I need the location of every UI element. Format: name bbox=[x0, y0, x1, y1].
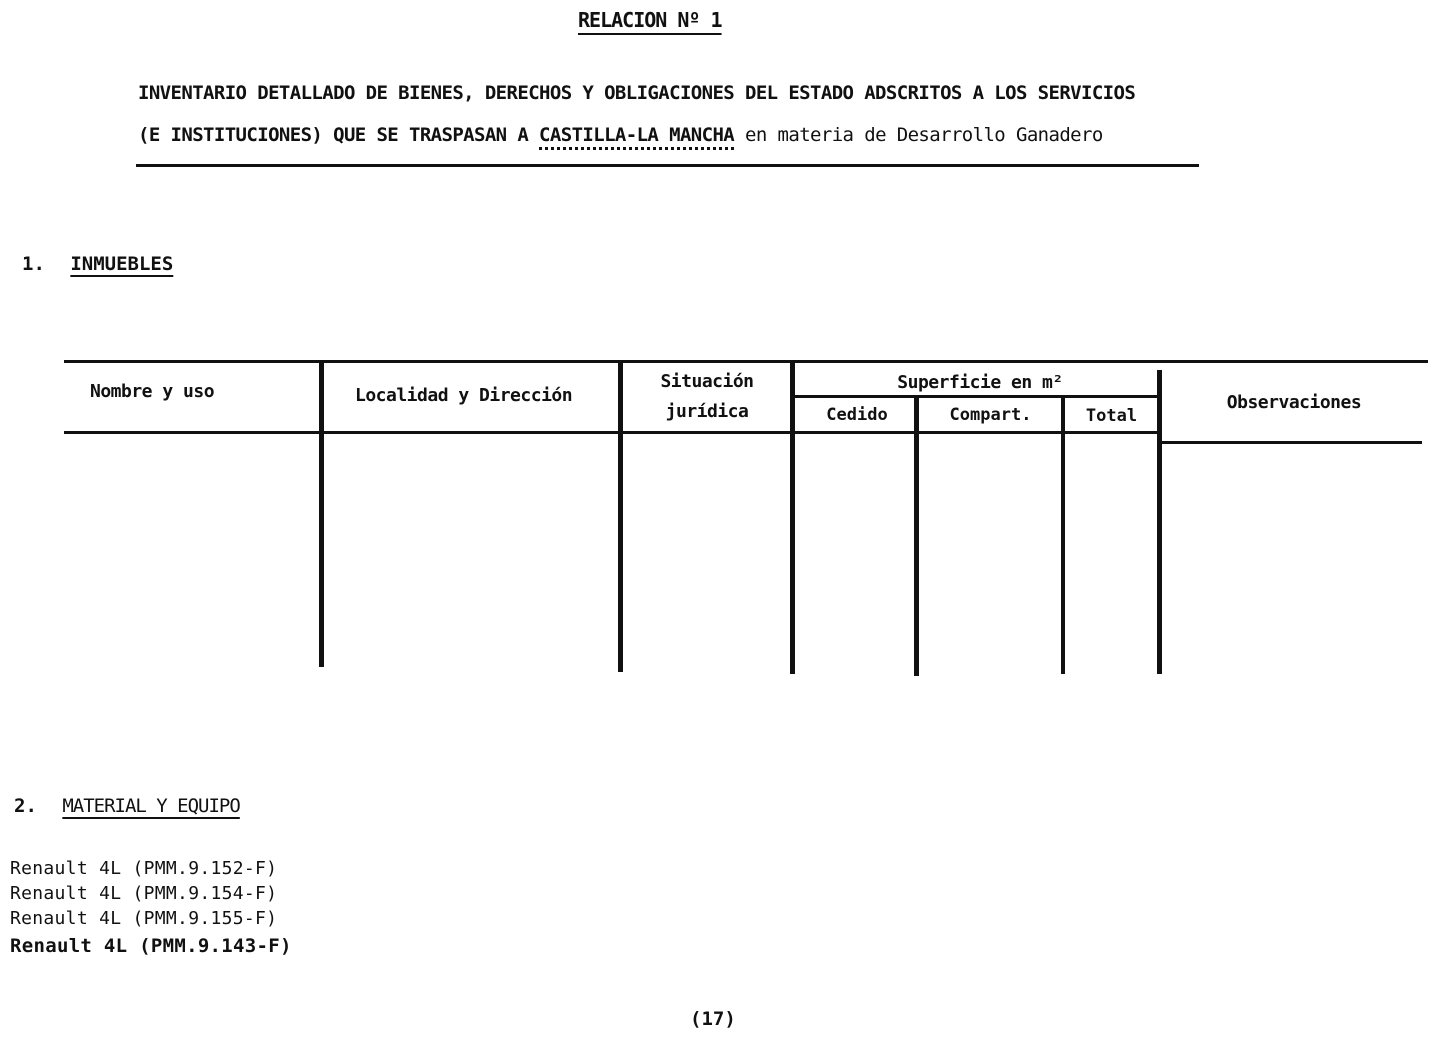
header-total: Total bbox=[1085, 406, 1138, 426]
col-divider-cedido bbox=[914, 397, 919, 676]
section-1-number: 1. bbox=[22, 253, 45, 275]
heading-line-2-prefix: (E INSTITUCIONES) QUE SE TRASPASAN A bbox=[138, 124, 529, 146]
col-divider-compart bbox=[1061, 397, 1065, 674]
section-2-number: 2. bbox=[14, 795, 37, 817]
table-top-rule bbox=[64, 360, 1428, 363]
col-divider-2 bbox=[618, 362, 623, 672]
header-localidad: Localidad y Dirección bbox=[355, 385, 573, 406]
section-1-title: INMUEBLES bbox=[70, 253, 174, 275]
col-divider-4 bbox=[1157, 370, 1162, 674]
heading-community: CASTILLA-LA MANCHA bbox=[539, 124, 734, 150]
list-item: Renault 4L (PMM.9.152-F) bbox=[10, 858, 278, 879]
heading-rule bbox=[136, 164, 1199, 167]
heading-line-2-suffix: en materia de Desarrollo Ganadero bbox=[745, 124, 1103, 146]
header-observaciones: Observaciones bbox=[1226, 392, 1362, 413]
header-nombre: Nombre y uso bbox=[90, 381, 215, 402]
document-title: RELACION Nº 1 bbox=[578, 8, 722, 32]
header-situacion-1: Situación bbox=[660, 371, 754, 392]
col-divider-3 bbox=[790, 362, 795, 674]
page-number: (17) bbox=[690, 1008, 736, 1030]
list-item: Renault 4L (PMM.9.154-F) bbox=[10, 883, 278, 904]
heading-line-2 bbox=[138, 124, 1103, 146]
header-superficie: Superficie en m² bbox=[897, 372, 1063, 393]
table-header-rule bbox=[64, 431, 1162, 434]
section-1-heading bbox=[22, 253, 173, 275]
section-2-title: MATERIAL Y EQUIPO bbox=[62, 795, 240, 817]
header-cedido: Cedido bbox=[826, 405, 888, 425]
table-header-rule-observaciones bbox=[1162, 441, 1422, 444]
superficie-subheader-rule bbox=[795, 395, 1162, 398]
header-compart: Compart. bbox=[949, 405, 1032, 425]
list-item: Renault 4L (PMM.9.143-F) bbox=[10, 935, 292, 957]
heading-line-1: INVENTARIO DETALLADO DE BIENES, DERECHOS Y OBLIGACIONES DEL ESTADO ADSCRITOS A LOS SERVICIOS bbox=[138, 82, 1136, 104]
section-2-heading bbox=[14, 795, 240, 817]
header-situacion-2: jurídica bbox=[665, 401, 749, 422]
list-item: Renault 4L (PMM.9.155-F) bbox=[10, 908, 278, 929]
col-divider-1 bbox=[319, 362, 324, 667]
